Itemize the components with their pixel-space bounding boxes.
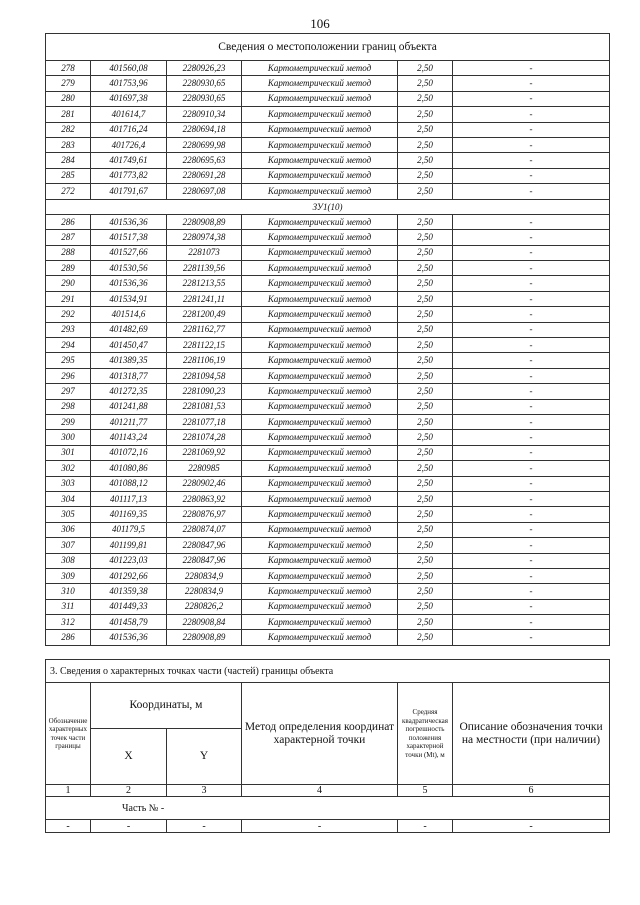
cell-method: Картометрический метод <box>242 168 398 183</box>
cell-method: Картометрический метод <box>242 384 398 399</box>
cell-error: 2,50 <box>398 107 453 122</box>
cell-error: 2,50 <box>398 599 453 614</box>
cell-y: 2281162,77 <box>167 322 242 337</box>
cell-x: 401614,7 <box>91 107 167 122</box>
cell-y: 2280699,98 <box>167 137 242 152</box>
cell-x: 401716,24 <box>91 122 167 137</box>
table-row <box>46 107 610 122</box>
cell-x: 401536,36 <box>91 214 167 229</box>
table-row <box>46 184 610 199</box>
cell-method: Картометрический метод <box>242 353 398 368</box>
cell-point: 307 <box>46 538 91 553</box>
cell-x: 401088,12 <box>91 476 167 491</box>
table-row <box>46 507 610 522</box>
cell-description: - <box>453 445 610 460</box>
cell-description: - <box>453 384 610 399</box>
table-row <box>46 538 610 553</box>
table-row <box>46 584 610 599</box>
cell-method: Картометрический метод <box>242 599 398 614</box>
cell-error: 2,50 <box>398 91 453 106</box>
cell-error: 2,50 <box>398 584 453 599</box>
cell-description: - <box>453 137 610 152</box>
cell-point: 290 <box>46 276 91 291</box>
cell-x: 401241,88 <box>91 399 167 414</box>
cell-description: - <box>453 107 610 122</box>
cell-error: 2,50 <box>398 476 453 491</box>
table-row <box>46 568 610 583</box>
cell-error: 2,50 <box>398 153 453 168</box>
cell-description: - <box>453 61 610 76</box>
cell-method: Картометрический метод <box>242 291 398 306</box>
cell-x: 401517,38 <box>91 230 167 245</box>
cell-x: 401514,6 <box>91 307 167 322</box>
cell-point: 309 <box>46 568 91 583</box>
cell-error: 2,50 <box>398 568 453 583</box>
cell-y: 2281090,23 <box>167 384 242 399</box>
cell-x: 401211,77 <box>91 414 167 429</box>
cell-x: 401450,47 <box>91 338 167 353</box>
cell-method: Картометрический метод <box>242 476 398 491</box>
table-row <box>46 61 610 76</box>
cell-method: Картометрический метод <box>242 214 398 229</box>
table-row <box>46 491 610 506</box>
table-row <box>46 76 610 91</box>
cell-x: 401117,13 <box>91 491 167 506</box>
cell-method: Картометрический метод <box>242 445 398 460</box>
boundary-location-table <box>45 33 610 646</box>
cell-y: 2280847,96 <box>167 538 242 553</box>
empty-cell: - <box>167 820 242 833</box>
cell-method: Картометрический метод <box>242 399 398 414</box>
cell-y: 2281106,19 <box>167 353 242 368</box>
cell-description: - <box>453 291 610 306</box>
cell-description: - <box>453 461 610 476</box>
cell-error: 2,50 <box>398 615 453 630</box>
table-row <box>46 322 610 337</box>
column-number: 2 <box>91 785 167 797</box>
table-row <box>46 630 610 645</box>
cell-x: 401389,35 <box>91 353 167 368</box>
cell-point: 302 <box>46 461 91 476</box>
cell-method: Картометрический метод <box>242 461 398 476</box>
cell-y: 2281069,92 <box>167 445 242 460</box>
cell-method: Картометрический метод <box>242 568 398 583</box>
cell-description: - <box>453 153 610 168</box>
cell-error: 2,50 <box>398 353 453 368</box>
cell-y: 2280910,34 <box>167 107 242 122</box>
cell-y: 2280847,96 <box>167 553 242 568</box>
cell-x: 401726,4 <box>91 137 167 152</box>
subsection-label: ЗУ1(10) <box>46 199 610 214</box>
cell-error: 2,50 <box>398 230 453 245</box>
cell-method: Картометрический метод <box>242 107 398 122</box>
empty-cell: - <box>242 820 398 833</box>
cell-description: - <box>453 322 610 337</box>
cell-point: 287 <box>46 230 91 245</box>
cell-x: 401169,35 <box>91 507 167 522</box>
cell-x: 401199,81 <box>91 538 167 553</box>
cell-error: 2,50 <box>398 76 453 91</box>
cell-x: 401449,33 <box>91 599 167 614</box>
cell-description: - <box>453 430 610 445</box>
cell-point: 281 <box>46 107 91 122</box>
cell-error: 2,50 <box>398 384 453 399</box>
page-number: 106 <box>310 16 330 31</box>
cell-method: Картометрический метод <box>242 276 398 291</box>
cell-error: 2,50 <box>398 538 453 553</box>
cell-error: 2,50 <box>398 322 453 337</box>
cell-description: - <box>453 476 610 491</box>
cell-point: 310 <box>46 584 91 599</box>
table-row <box>46 384 610 399</box>
cell-point: 291 <box>46 291 91 306</box>
cell-y: 2281122,15 <box>167 338 242 353</box>
cell-method: Картометрический метод <box>242 507 398 522</box>
table-row <box>46 261 610 276</box>
table-row <box>46 291 610 306</box>
cell-method: Картометрический метод <box>242 61 398 76</box>
cell-error: 2,50 <box>398 291 453 306</box>
cell-y: 2281074,28 <box>167 430 242 445</box>
part-label: Часть № - <box>46 797 610 820</box>
cell-point: 299 <box>46 414 91 429</box>
cell-point: 294 <box>46 338 91 353</box>
cell-error: 2,50 <box>398 214 453 229</box>
table-row <box>46 214 610 229</box>
table-title: Сведения о местоположении границ объекта <box>46 34 610 61</box>
table-row <box>46 615 610 630</box>
table-row <box>46 599 610 614</box>
cell-error: 2,50 <box>398 522 453 537</box>
header-y: Y <box>167 729 242 785</box>
cell-y: 2280902,46 <box>167 476 242 491</box>
table-row <box>46 168 610 183</box>
cell-point: 298 <box>46 399 91 414</box>
cell-description: - <box>453 414 610 429</box>
cell-x: 401072,16 <box>91 445 167 460</box>
empty-cell: - <box>46 820 91 833</box>
cell-point: 272 <box>46 184 91 199</box>
cell-error: 2,50 <box>398 461 453 476</box>
cell-y: 2280930,65 <box>167 76 242 91</box>
cell-description: - <box>453 522 610 537</box>
header-method: Метод определения координат характерной точки <box>242 683 398 785</box>
column-number: 1 <box>46 785 91 797</box>
cell-point: 301 <box>46 445 91 460</box>
cell-description: - <box>453 91 610 106</box>
cell-description: - <box>453 168 610 183</box>
cell-point: 306 <box>46 522 91 537</box>
cell-y: 2280908,89 <box>167 630 242 645</box>
table-row <box>46 91 610 106</box>
cell-x: 401458,79 <box>91 615 167 630</box>
cell-method: Картометрический метод <box>242 615 398 630</box>
cell-point: 286 <box>46 630 91 645</box>
cell-x: 401534,91 <box>91 291 167 306</box>
cell-error: 2,50 <box>398 491 453 506</box>
column-number: 5 <box>398 785 453 797</box>
cell-method: Картометрический метод <box>242 137 398 152</box>
cell-y: 2280695,63 <box>167 153 242 168</box>
cell-point: 280 <box>46 91 91 106</box>
cell-description: - <box>453 122 610 137</box>
cell-y: 2280826,2 <box>167 599 242 614</box>
cell-point: 278 <box>46 61 91 76</box>
cell-method: Картометрический метод <box>242 76 398 91</box>
cell-point: 300 <box>46 430 91 445</box>
table-row <box>46 338 610 353</box>
table-row <box>46 276 610 291</box>
cell-point: 308 <box>46 553 91 568</box>
cell-description: - <box>453 338 610 353</box>
cell-method: Картометрический метод <box>242 153 398 168</box>
cell-method: Картометрический метод <box>242 414 398 429</box>
cell-error: 2,50 <box>398 168 453 183</box>
cell-x: 401143,24 <box>91 430 167 445</box>
empty-cell: - <box>398 820 453 833</box>
table-row <box>46 137 610 152</box>
cell-y: 2280694,18 <box>167 122 242 137</box>
cell-description: - <box>453 353 610 368</box>
cell-y: 2280863,92 <box>167 491 242 506</box>
cell-point: 297 <box>46 384 91 399</box>
cell-error: 2,50 <box>398 630 453 645</box>
cell-error: 2,50 <box>398 414 453 429</box>
cell-x: 401179,5 <box>91 522 167 537</box>
cell-x: 401482,69 <box>91 322 167 337</box>
cell-point: 295 <box>46 353 91 368</box>
table-row <box>46 522 610 537</box>
cell-description: - <box>453 568 610 583</box>
cell-description: - <box>453 538 610 553</box>
cell-description: - <box>453 491 610 506</box>
cell-point: 288 <box>46 245 91 260</box>
header-coordinates: Координаты, м <box>91 683 242 729</box>
cell-description: - <box>453 230 610 245</box>
cell-method: Картометрический метод <box>242 491 398 506</box>
cell-error: 2,50 <box>398 445 453 460</box>
cell-x: 401080,86 <box>91 461 167 476</box>
table-row <box>46 399 610 414</box>
cell-point: 283 <box>46 137 91 152</box>
cell-x: 401359,38 <box>91 584 167 599</box>
cell-x: 401536,36 <box>91 630 167 645</box>
cell-point: 282 <box>46 122 91 137</box>
cell-error: 2,50 <box>398 276 453 291</box>
cell-y: 2280985 <box>167 461 242 476</box>
cell-error: 2,50 <box>398 122 453 137</box>
cell-y: 2281213,55 <box>167 276 242 291</box>
cell-error: 2,50 <box>398 261 453 276</box>
cell-y: 2280691,28 <box>167 168 242 183</box>
cell-x: 401697,38 <box>91 91 167 106</box>
cell-error: 2,50 <box>398 368 453 383</box>
cell-error: 2,50 <box>398 245 453 260</box>
cell-method: Картометрический метод <box>242 522 398 537</box>
cell-point: 292 <box>46 307 91 322</box>
table-row <box>46 122 610 137</box>
cell-point: 279 <box>46 76 91 91</box>
table-row <box>46 153 610 168</box>
table-row <box>46 461 610 476</box>
cell-description: - <box>453 307 610 322</box>
cell-description: - <box>453 368 610 383</box>
cell-point: 312 <box>46 615 91 630</box>
cell-method: Картометрический метод <box>242 368 398 383</box>
cell-y: 2281094,58 <box>167 368 242 383</box>
cell-point: 284 <box>46 153 91 168</box>
cell-error: 2,50 <box>398 307 453 322</box>
cell-error: 2,50 <box>398 338 453 353</box>
cell-description: - <box>453 261 610 276</box>
cell-method: Картометрический метод <box>242 230 398 245</box>
cell-y: 2280874,07 <box>167 522 242 537</box>
cell-y: 2281077,18 <box>167 414 242 429</box>
column-number: 3 <box>167 785 242 797</box>
cell-x: 401223,03 <box>91 553 167 568</box>
cell-y: 2281200,49 <box>167 307 242 322</box>
cell-error: 2,50 <box>398 430 453 445</box>
cell-x: 401272,35 <box>91 384 167 399</box>
cell-x: 401318,77 <box>91 368 167 383</box>
column-number: 4 <box>242 785 398 797</box>
cell-x: 401530,56 <box>91 261 167 276</box>
cell-method: Картометрический метод <box>242 430 398 445</box>
cell-error: 2,50 <box>398 61 453 76</box>
cell-description: - <box>453 507 610 522</box>
cell-y: 2280908,84 <box>167 615 242 630</box>
cell-y: 2280876,97 <box>167 507 242 522</box>
cell-method: Картометрический метод <box>242 245 398 260</box>
table-row <box>46 476 610 491</box>
cell-y: 2280834,9 <box>167 584 242 599</box>
cell-description: - <box>453 584 610 599</box>
table-row <box>46 230 610 245</box>
cell-description: - <box>453 553 610 568</box>
cell-error: 2,50 <box>398 184 453 199</box>
cell-method: Картометрический метод <box>242 261 398 276</box>
cell-x: 401791,67 <box>91 184 167 199</box>
header-error: Средняя квадратическая погрешность положения характерной точки (Мt), м <box>398 683 453 785</box>
cell-point: 303 <box>46 476 91 491</box>
cell-point: 286 <box>46 214 91 229</box>
cell-description: - <box>453 615 610 630</box>
cell-description: - <box>453 245 610 260</box>
header-x: X <box>91 729 167 785</box>
cell-description: - <box>453 214 610 229</box>
header-description: Описание обозначения точки на местности (при наличии) <box>453 683 610 785</box>
cell-method: Картометрический метод <box>242 91 398 106</box>
cell-y: 2281139,56 <box>167 261 242 276</box>
section-title: 3. Сведения о характерных точках части (частей) границы объекта <box>46 660 610 683</box>
cell-description: - <box>453 599 610 614</box>
cell-error: 2,50 <box>398 553 453 568</box>
cell-method: Картометрический метод <box>242 630 398 645</box>
cell-y: 2280697,08 <box>167 184 242 199</box>
cell-method: Картометрический метод <box>242 184 398 199</box>
cell-description: - <box>453 399 610 414</box>
cell-method: Картометрический метод <box>242 584 398 599</box>
cell-description: - <box>453 276 610 291</box>
cell-point: 285 <box>46 168 91 183</box>
cell-method: Картометрический метод <box>242 553 398 568</box>
cell-method: Картометрический метод <box>242 122 398 137</box>
table-row <box>46 414 610 429</box>
cell-x: 401527,66 <box>91 245 167 260</box>
cell-x: 401773,82 <box>91 168 167 183</box>
table-row <box>46 368 610 383</box>
cell-error: 2,50 <box>398 507 453 522</box>
cell-y: 2281081,53 <box>167 399 242 414</box>
cell-error: 2,50 <box>398 137 453 152</box>
header-point: Обозначение характерных точек части границы <box>46 683 91 785</box>
cell-description: - <box>453 184 610 199</box>
cell-point: 304 <box>46 491 91 506</box>
cell-point: 305 <box>46 507 91 522</box>
cell-method: Картометрический метод <box>242 322 398 337</box>
cell-y: 2281241,11 <box>167 291 242 306</box>
cell-error: 2,50 <box>398 399 453 414</box>
column-number: 6 <box>453 785 610 797</box>
cell-method: Картометрический метод <box>242 307 398 322</box>
cell-description: - <box>453 76 610 91</box>
table-row <box>46 430 610 445</box>
cell-x: 401536,36 <box>91 276 167 291</box>
table-row <box>46 307 610 322</box>
cell-point: 311 <box>46 599 91 614</box>
cell-x: 401560,08 <box>91 61 167 76</box>
cell-y: 2280926,23 <box>167 61 242 76</box>
cell-method: Картометрический метод <box>242 538 398 553</box>
cell-y: 2280908,89 <box>167 214 242 229</box>
cell-method: Картометрический метод <box>242 338 398 353</box>
cell-point: 293 <box>46 322 91 337</box>
cell-point: 296 <box>46 368 91 383</box>
empty-cell: - <box>91 820 167 833</box>
cell-y: 2280834,9 <box>167 568 242 583</box>
table-row <box>46 245 610 260</box>
table-row <box>46 553 610 568</box>
part-points-table <box>45 659 610 833</box>
cell-y: 2280930,65 <box>167 91 242 106</box>
cell-y: 2281073 <box>167 245 242 260</box>
cell-y: 2280974,38 <box>167 230 242 245</box>
cell-x: 401292,66 <box>91 568 167 583</box>
empty-cell: - <box>453 820 610 833</box>
cell-x: 401753,96 <box>91 76 167 91</box>
table-row <box>46 353 610 368</box>
cell-point: 289 <box>46 261 91 276</box>
cell-description: - <box>453 630 610 645</box>
cell-x: 401749,61 <box>91 153 167 168</box>
table-row <box>46 445 610 460</box>
